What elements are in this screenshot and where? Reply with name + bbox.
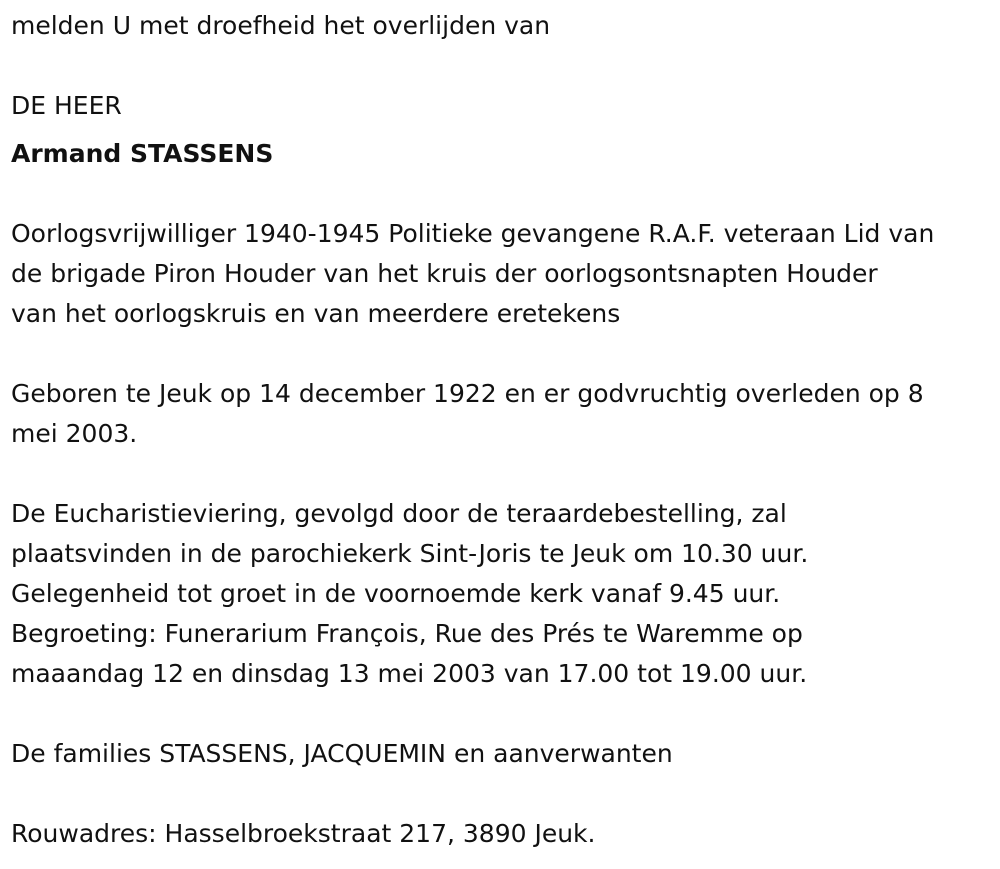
families-text: De families STASSENS, JACQUEMIN en aanverwanten (11, 739, 673, 768)
ceremony-line: maaandag 12 en dinsdag 13 mei 2003 van 17.00 tot 19.00 uur. (11, 659, 808, 688)
spacer (11, 774, 991, 814)
spacer (11, 126, 991, 134)
honors-paragraph (11, 214, 991, 334)
birth-death-paragraph (11, 374, 991, 454)
spacer (11, 694, 991, 734)
ceremony-paragraph (11, 494, 991, 694)
death-notice (11, 6, 991, 854)
ceremony-line: De Eucharistieviering, gevolgd door de teraardebestelling, zal (11, 499, 787, 528)
mourning-address: Rouwadres: Hasselbroekstraat 217, 3890 Jeuk. (11, 819, 596, 848)
honors-line: van het oorlogskruis en van meerdere eretekens (11, 299, 621, 328)
ceremony-line: Begroeting: Funerarium François, Rue des Prés te Waremme op (11, 619, 803, 648)
deceased-name: Armand STASSENS (11, 139, 274, 168)
ceremony-line: plaatsvinden in de parochiekerk Sint-Joris te Jeuk om 10.30 uur. (11, 539, 809, 568)
intro-text: melden U met droefheid het overlijden van (11, 11, 551, 40)
spacer (11, 334, 991, 374)
spacer (11, 454, 991, 494)
birth-death-line: mei 2003. (11, 419, 138, 448)
spacer (11, 174, 991, 214)
honors-line: de brigade Piron Houder van het kruis der oorlogsontsnapten Houder (11, 259, 878, 288)
birth-death-line: Geboren te Jeuk op 14 december 1922 en er godvruchtig overleden op 8 (11, 379, 924, 408)
deceased-title: DE HEER (11, 91, 122, 120)
honors-line: Oorlogsvrijwilliger 1940-1945 Politieke gevangene R.A.F. veteraan Lid van (11, 219, 935, 248)
spacer (11, 46, 991, 86)
ceremony-line: Gelegenheid tot groet in de voornoemde kerk vanaf 9.45 uur. (11, 579, 781, 608)
